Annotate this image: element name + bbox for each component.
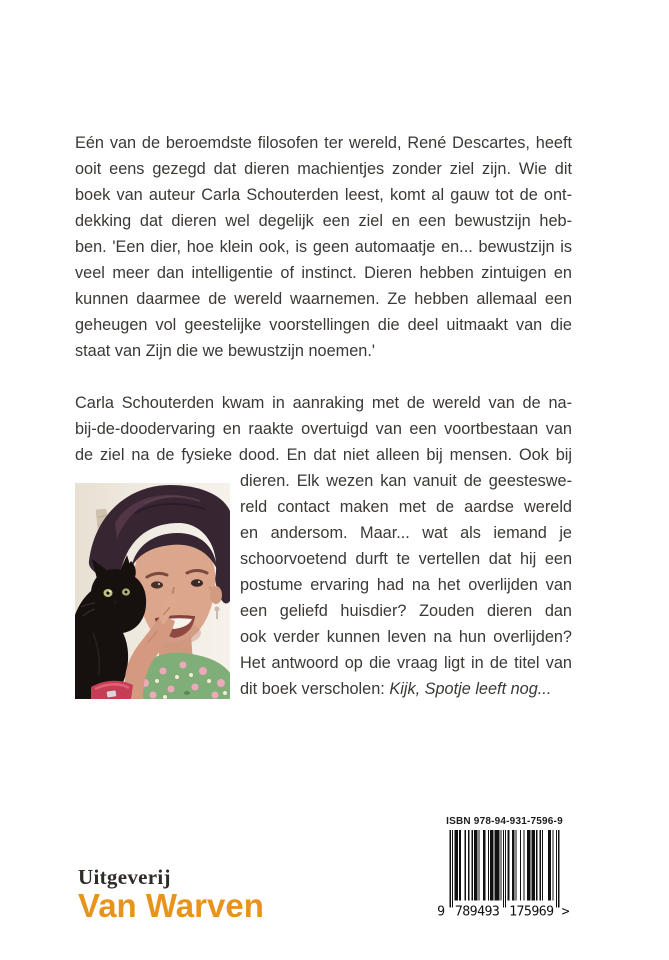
text-line: ooit eens gezegd dat dieren machientjes zonder ziel zijn. Wie dit (75, 160, 572, 178)
last-line-prefix: dit boek verscholen: (240, 680, 390, 698)
photo-and-text-row (75, 468, 572, 702)
publisher-word-uitgeverij: Uitgeverij (78, 865, 171, 889)
blurb-paragraph-1 (75, 130, 572, 364)
text-line: bij-de-doodervaring en raakte overtuigd van een voortbestaan van (75, 420, 572, 438)
paragraph-1-last-line: staat van Zijn die we bewustzijn noemen.' (75, 342, 375, 360)
book-title-italic: Kijk, Spotje leeft nog... (389, 680, 552, 698)
text-line: een geliefd huisdier? Zouden dieren dan (240, 602, 572, 620)
text-line: Eén van de beroemdste filosofen ter wereld, René Descartes, heeft (75, 134, 572, 152)
text-line: dieren. Elk wezen kan vanuit de geesteswe- (240, 472, 572, 490)
text-line: geheugen vol geestelijke voorstellingen die deel uitmaakt van die (75, 316, 572, 334)
publisher-logo (78, 866, 264, 923)
author-with-black-cat-photo (75, 483, 230, 699)
text-line: postume ervaring had na het overlijden van (240, 576, 572, 594)
barcode-digit-left: 9 (437, 904, 446, 920)
barcode-digits-group1: 789493 (454, 904, 500, 920)
isbn-label: ISBN 978-94-931-7596-9 (446, 816, 563, 827)
back-cover-blurb (75, 130, 572, 702)
paragraph-2-last-line (240, 676, 572, 702)
ean13-barcode (437, 830, 572, 932)
barcode-suffix: > (561, 904, 570, 920)
publisher-name-van-warven: Van Warven (78, 887, 264, 924)
paragraph-1-lines (75, 130, 572, 338)
text-line: de ziel na de fysieke dood. En dat niet alleen bij mensen. Ook bij (75, 446, 572, 464)
paragraph-2-wrapped-lines (240, 468, 572, 676)
text-line: dekking dat dieren wel degelijk een ziel en een bewustzijn heb- (75, 212, 572, 230)
blurb-paragraph-2 (75, 390, 572, 702)
text-line: veel meer dan intelligentie of instinct. Dieren hebben zintuigen en (75, 264, 572, 282)
barcode-digits-group2: 175969 (509, 904, 555, 920)
text-line: Het antwoord op die vraag ligt in de titel van (240, 654, 572, 672)
text-line: schoorvoetend durft te vertellen dat hij een (240, 550, 572, 568)
text-line: ben. 'Een dier, hoe klein ook, is geen automaatje en... bewustzijn is (75, 238, 572, 256)
paragraph-2-full-lines (75, 390, 572, 468)
barcode-bars (450, 830, 560, 907)
text-line: kunnen daarmee de wereld waarnemen. Ze hebben allemaal een (75, 290, 572, 308)
text-line: ook verder kunnen leven na hun overlijden? (240, 628, 572, 646)
text-line: en andersom. Maar... wat als iemand je (240, 524, 572, 542)
paragraph-2-wrapped-lines-container (240, 468, 572, 702)
text-line: boek van auteur Carla Schouterden leest, komt al gauw tot de ont- (75, 186, 572, 204)
text-line: Carla Schouterden kwam in aanraking met de wereld van de na- (75, 394, 572, 412)
text-line: reld contact maken met de aardse wereld (240, 498, 572, 516)
